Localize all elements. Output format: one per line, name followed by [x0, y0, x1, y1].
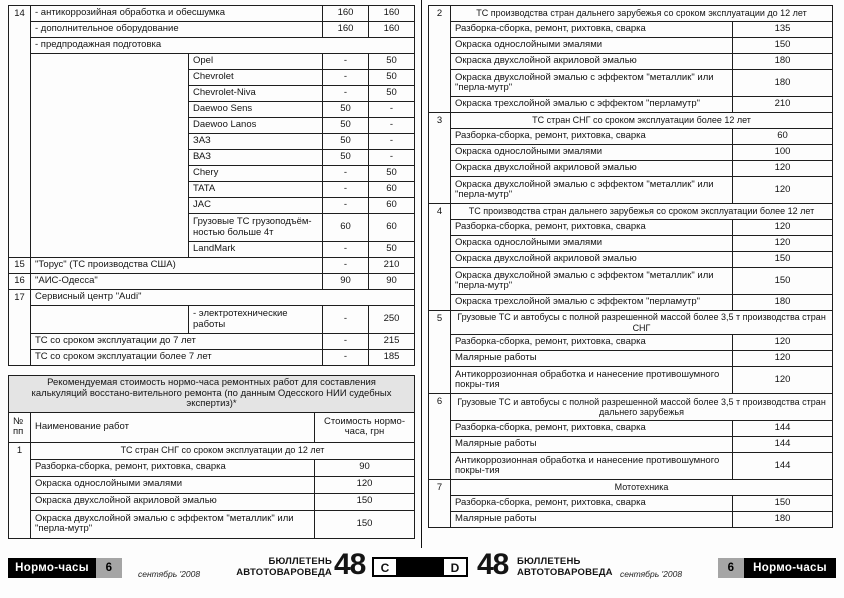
table-cell: Chevrolet-Niva [189, 86, 323, 102]
table-cell: Грузовые ТС и автобусы с полной разрешенной массой более 3,5 т производства стран дальнего зарубежья [451, 394, 833, 421]
section-label-right: Нормо-часы [744, 558, 836, 578]
table-cell: Антикоррозионная обработка и нанесение противошумного покры-тия [451, 367, 733, 394]
table-cell: 150 [733, 38, 833, 54]
table-cell: Разборка-сборка, ремонт, рихтовка, сварка [451, 22, 733, 38]
table-cell: 135 [733, 22, 833, 38]
table-cell: 120 [733, 177, 833, 204]
table-cell: 60 [733, 129, 833, 145]
table-cell: Окраска трехслойной эмалью с эффектом "перламутр" [451, 295, 733, 311]
magazine-title-line2: АВТОТОВАРОВЕДА [236, 566, 332, 578]
table-cell: 2 [429, 6, 451, 113]
table-cell: Разборка-сборка, ремонт, рихтовка, сварка [451, 220, 733, 236]
table-cell: 60 [369, 182, 415, 198]
table-cell: - [323, 182, 369, 198]
table-cell: Рекомендуемая стоимость нормо-часа ремонтных работ для составления калькуляций восстано-вительного ремонта (по данным Одесского НИИ судебных экспертиз)* [9, 376, 415, 413]
table-cell: Стоимость нормо-часа, грн [315, 412, 415, 442]
table-cell: 50 [323, 134, 369, 150]
table-cell: 180 [733, 295, 833, 311]
magazine-title-left [220, 557, 332, 578]
table-cell: № пп [9, 412, 31, 442]
table-cell: - [369, 102, 415, 118]
table-cell: Окраска двухслойной акриловой эмалью [451, 252, 733, 268]
table-cell: Окраска однослойными эмалями [451, 145, 733, 161]
table-cell: - [323, 70, 369, 86]
table-cell: - антикоррозийная обработка и обесшумка [31, 6, 323, 22]
table-cell: 50 [369, 166, 415, 182]
table-cell: ТС производства стран дальнего зарубежья со сроком эксплуатации до 12 лет [451, 6, 833, 22]
table-cell: 60 [369, 214, 415, 242]
table-cell: JAC [189, 198, 323, 214]
table-cell: Opel [189, 54, 323, 70]
table-cell: 120 [733, 236, 833, 252]
table-cell: 15 [9, 258, 31, 274]
table-cell: - [369, 150, 415, 166]
registration-mark-d: D [443, 558, 467, 576]
table-cell: 144 [733, 421, 833, 437]
table-cell: Разборка-сборка, ремонт, рихтовка, сварка [451, 421, 733, 437]
table-cell: 120 [733, 351, 833, 367]
table-cell: - [323, 242, 369, 258]
table-cell: - [369, 118, 415, 134]
table-cell: 90 [369, 274, 415, 290]
table-cell: LandMark [189, 242, 323, 258]
table-cell: 150 [733, 496, 833, 512]
magazine-title-right [517, 557, 629, 578]
table-cell: 150 [733, 268, 833, 295]
table-cell: 17 [9, 290, 31, 366]
issue-date-left: сентябрь '2008 [138, 569, 201, 579]
table-cell: 215 [369, 334, 415, 350]
table-cell: 50 [369, 70, 415, 86]
table-cell: Окраска двухслойной акриловой эмалью [451, 161, 733, 177]
magazine-title-line1: БЮЛЛЕТЕНЬ [268, 556, 332, 567]
table-cell: 50 [369, 242, 415, 258]
table-cell: Мототехника [451, 480, 833, 496]
table-cell: "Торус" (ТС производства США) [31, 258, 323, 274]
table-cell: 60 [369, 198, 415, 214]
table-cell: 160 [369, 22, 415, 38]
table-cell: 180 [733, 54, 833, 70]
table-cell: Грузовые ТС грузоподъём-ностью больше 4т [189, 214, 323, 242]
table-cell: Окраска однослойными эмалями [31, 476, 315, 493]
table-cell: Daewoo Lanos [189, 118, 323, 134]
table-cell: 210 [733, 97, 833, 113]
table-cell: 4 [429, 204, 451, 311]
table-cell: ВАЗ [189, 150, 323, 166]
table-cell: Окраска трехслойной эмалью с эффектом "перламутр" [451, 97, 733, 113]
table-cell: Грузовые ТС и автобусы с полной разрешенной массой более 3,5 т производства стран СНГ [451, 311, 833, 335]
table-cell: 90 [315, 459, 415, 476]
center-fold-line [421, 0, 422, 548]
table-cell: Окраска двухслойной эмалью с эффектом "металлик" или "перла-мутр" [451, 177, 733, 204]
table-cell: TATA [189, 182, 323, 198]
table-cell: 100 [733, 145, 833, 161]
right-page [428, 5, 833, 528]
table-cell: 120 [315, 476, 415, 493]
table-cell: - [323, 350, 369, 366]
table-cell: 7 [429, 480, 451, 528]
table-cell: 160 [369, 6, 415, 22]
issue-number-right: 48 [477, 548, 509, 581]
table-cell: Наименование работ [31, 412, 315, 442]
table-cell: 120 [733, 161, 833, 177]
table-cell: Окраска двухслойной эмалью с эффектом "металлик" или "перла-мутр" [31, 510, 315, 538]
table-cell: Разборка-сборка, ремонт, рихтовка, сварка [451, 335, 733, 351]
table-cell: 150 [315, 510, 415, 538]
table-cell: 250 [369, 306, 415, 334]
table-cell: ТС со сроком эксплуатации более 7 лет [31, 350, 323, 366]
table-cell: Малярные работы [451, 512, 733, 528]
table-cell: Окраска двухслойной эмалью с эффектом "металлик" или "перла-мутр" [451, 70, 733, 97]
section-label-left: Нормо-часы [8, 558, 96, 578]
print-registration-mark [372, 557, 468, 577]
table-cell: Окраска однослойными эмалями [451, 236, 733, 252]
table-cell: 160 [323, 6, 369, 22]
table-cell: 144 [733, 437, 833, 453]
table-cell: 50 [323, 118, 369, 134]
table-cell: Сервисный центр "Audi" [31, 290, 415, 306]
table-cell: Окраска однослойными эмалями [451, 38, 733, 54]
table-cell: Daewoo Sens [189, 102, 323, 118]
table-cell: 60 [323, 214, 369, 242]
table-cell: 50 [369, 54, 415, 70]
table-cell: 16 [9, 274, 31, 290]
page-number-left: 6 [96, 558, 122, 578]
table-cell: ЗАЗ [189, 134, 323, 150]
recommended-rates-table-left [8, 375, 415, 539]
table-cell: 120 [733, 367, 833, 394]
magazine-title-line2: АВТОТОВАРОВЕДА [517, 566, 613, 578]
table-cell: 1 [9, 442, 31, 538]
left-page [8, 5, 415, 539]
table-cell: 50 [323, 150, 369, 166]
table-cell: - [323, 258, 369, 274]
table-cell: Окраска двухслойной акриловой эмалью [31, 493, 315, 510]
table-cell: ТС производства стран дальнего зарубежья со сроком эксплуатации более 12 лет [451, 204, 833, 220]
table-cell: Окраска двухслойной эмалью с эффектом "металлик" или "перла-мутр" [451, 268, 733, 295]
table-cell: Chevrolet [189, 70, 323, 86]
page-number-right: 6 [718, 558, 744, 578]
recommended-rates-table-right [428, 5, 833, 528]
table-cell: Окраска двухслойной акриловой эмалью [451, 54, 733, 70]
issue-date-right: сентябрь '2008 [620, 569, 683, 579]
table-cell: 14 [9, 6, 31, 258]
table-cell: 144 [733, 453, 833, 480]
table-cell: Chery [189, 166, 323, 182]
table-cell: "АИС-Одесса" [31, 274, 323, 290]
table-cell: - [369, 134, 415, 150]
table-cell: - электротехнические работы [189, 306, 323, 334]
table-cell: ТС стран СНГ со сроком эксплуатации более 12 лет [451, 113, 833, 129]
table-cell: 180 [733, 70, 833, 97]
table-cell: 120 [733, 220, 833, 236]
table-cell: - предпродажная подготовка [31, 38, 415, 54]
table-cell: - [323, 198, 369, 214]
table-cell: ТС стран СНГ со сроком эксплуатации до 12 лет [31, 442, 415, 459]
table-cell: - [323, 306, 369, 334]
table-cell: - [323, 166, 369, 182]
table-cell: Разборка-сборка, ремонт, рихтовка, сварка [451, 129, 733, 145]
table-cell: Малярные работы [451, 437, 733, 453]
table-cell: Малярные работы [451, 351, 733, 367]
table-cell: 90 [323, 274, 369, 290]
table-cell: 3 [429, 113, 451, 204]
table-cell: 210 [369, 258, 415, 274]
table-cell: - [323, 86, 369, 102]
table-cell: - [323, 54, 369, 70]
table-cell: - дополнительное оборудование [31, 22, 323, 38]
dealer-norm-hours-table [8, 5, 415, 366]
table-cell: - [323, 334, 369, 350]
issue-number-left: 48 [334, 548, 366, 581]
table-cell: 120 [733, 335, 833, 351]
table-cell: 180 [733, 512, 833, 528]
table-cell: ТС со сроком эксплуатации до 7 лет [31, 334, 323, 350]
table-cell: 6 [429, 394, 451, 480]
table-cell: 185 [369, 350, 415, 366]
table-cell [31, 306, 189, 334]
registration-mark-bar [397, 558, 443, 576]
table-cell: Антикоррозионная обработка и нанесение противошумного покры-тия [451, 453, 733, 480]
table-cell: 150 [733, 252, 833, 268]
table-cell [31, 54, 189, 258]
table-cell: 150 [315, 493, 415, 510]
table-cell: 160 [323, 22, 369, 38]
magazine-title-line1: БЮЛЛЕТЕНЬ [517, 556, 581, 567]
table-cell: 5 [429, 311, 451, 394]
table-cell: Разборка-сборка, ремонт, рихтовка, сварка [31, 459, 315, 476]
registration-mark-c: C [373, 558, 397, 576]
table-cell: Разборка-сборка, ремонт, рихтовка, сварка [451, 496, 733, 512]
table-cell: 50 [369, 86, 415, 102]
table-cell: 50 [323, 102, 369, 118]
